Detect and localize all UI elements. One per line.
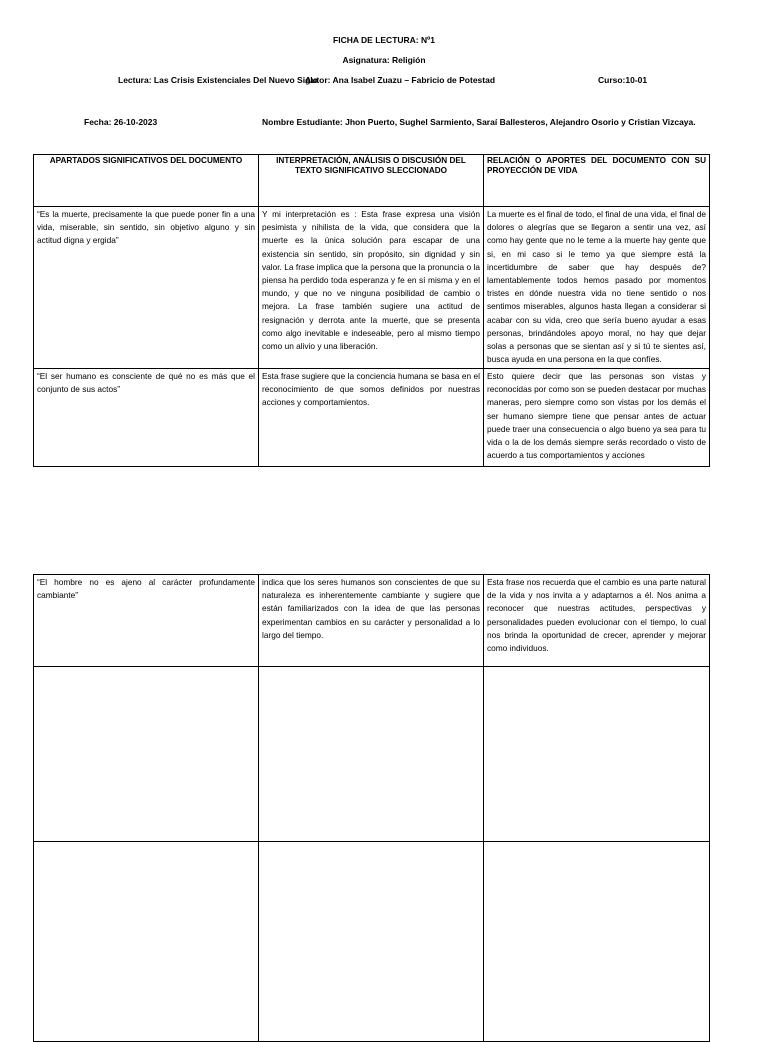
relation-cell: Esta frase nos recuerda que el cambio es una parte natural de la vida y nos invita a y adaptarnos a él. Nos anima a reconocer que nuestras actitudes, perspectivas y personalidades pueden evolucionar con el tiempo, lo cual nos brinda la oportunidad de crecer, aprender y mejorar como individuos.	[484, 575, 710, 667]
subject-line: Asignatura: Religión	[342, 55, 426, 65]
interpretation-cell: indica que los seres humanos son conscientes de que su naturaleza es inherentemente cambiante y sugiere que están familiarizados con la idea de que las personas experimentan cambios en su carácter y personalidad a lo largo del tiempo.	[259, 575, 484, 667]
column-header-interpretation: INTERPRETACIÓN, ANÁLISIS O DISCUSIÓN DEL TEXTO SIGNIFICATIVO SLECCIONADO	[259, 155, 484, 207]
relation-cell: La muerte es el final de todo, el final de una vida, el final de dolores o alegrías que se llegaron a sentir una vez, así como hay gente que no le teme a la muerte hay gente que si, en mi caso si le temo ya que siempre está la incertidumbre de saber que hay después de? lamentablemente todos hemos pasado por momentos tristes en dónde nuestra vida no tiene sentido o nos sentimos miserables, algunos hasta llegan a considerar si acabar con su vida, creo que sería bueno ayudar a esas personas, brindándoles apoyo moral, no hay que dejar solas a personas que se sientan así y si tú te sientes así, busca ayuda en una persona en la que confíes.	[484, 207, 710, 369]
interpretation-cell: Y mi interpretación es : Esta frase expresa una visión pesimista y nihilista de la vida, que considera que la muerte es la única solución para escapar de una existencia sin sentido, sin propósito, sin dignidad y sin valor. La frase implica que la persona que la pronuncia o la piensa ha perdido toda esperanza y fe en sí misma y en el mundo, y que no ve ninguna posibilidad de cambio o mejora. La frase también sugiere una actitud de resignación y derrota ante la muerte, que se presenta como algo inevitable e indeseable, pero al mismo tiempo como un alivio y una liberación.	[259, 207, 484, 369]
table-row	[34, 369, 710, 467]
author-line: Autor: Ana Isabel Zuazu – Fabricio de Potestad	[305, 75, 496, 85]
empty-cell	[259, 842, 484, 1042]
empty-table-row	[34, 842, 710, 1042]
empty-table-row	[34, 667, 710, 842]
empty-cell	[259, 667, 484, 842]
empty-cell	[484, 842, 710, 1042]
reading-title: Lectura: Las Crisis Existenciales Del Nuevo Siglo	[118, 75, 318, 85]
empty-cell	[34, 842, 259, 1042]
relation-cell: Esto quiere decir que las personas son vistas y reconocidas por como son se pueden destacar por muchas maneras, pero siempre como son vistas por los demás el ser humano siempre tiene que pensar antes de actuar puede traer una consecuencia o algo bueno ya sea para tu vida o la de los demás siempre serás recordado o visto de acuerdo a tus comportamientos y acciones	[484, 369, 710, 467]
empty-cell	[34, 667, 259, 842]
quote-cell: “El hombre no es ajeno al carácter profundamente cambiante”	[34, 575, 259, 667]
student-names: Nombre Estudiante: Jhon Puerto, Sughel Sarmiento, Saraí Ballesteros, Alejandro Osorio y Cristian Vizcaya.	[262, 117, 696, 127]
table-header-row	[34, 155, 710, 207]
reading-table-page2	[33, 574, 710, 1042]
quote-cell: “Es la muerte, precisamente la que puede poner fin a una vida, miserable, sin sentido, sin objetivo alguno y sin actitud digna y ergida”	[34, 207, 259, 369]
document-title: FICHA DE LECTURA: Nº1	[333, 35, 435, 45]
table-row	[34, 207, 710, 369]
interpretation-cell: Esta frase sugiere que la conciencia humana se basa en el reconocimiento de que somos definidos por nuestras acciones y comportamientos.	[259, 369, 484, 467]
table-row	[34, 575, 710, 667]
column-header-relation: RELACIÓN O APORTES DEL DOCUMENTO CON SU PROYECCIÓN DE VIDA	[484, 155, 710, 207]
date-line: Fecha: 26-10-2023	[84, 117, 158, 127]
course-line: Curso:10-01	[598, 75, 648, 85]
quote-cell: “El ser humano es consciente de qué no es más que el conjunto de sus actos”	[34, 369, 259, 467]
column-header-passages: APARTADOS SIGNIFICATIVOS DEL DOCUMENTO	[34, 155, 259, 207]
reading-table-page1	[33, 154, 710, 467]
empty-cell	[484, 667, 710, 842]
